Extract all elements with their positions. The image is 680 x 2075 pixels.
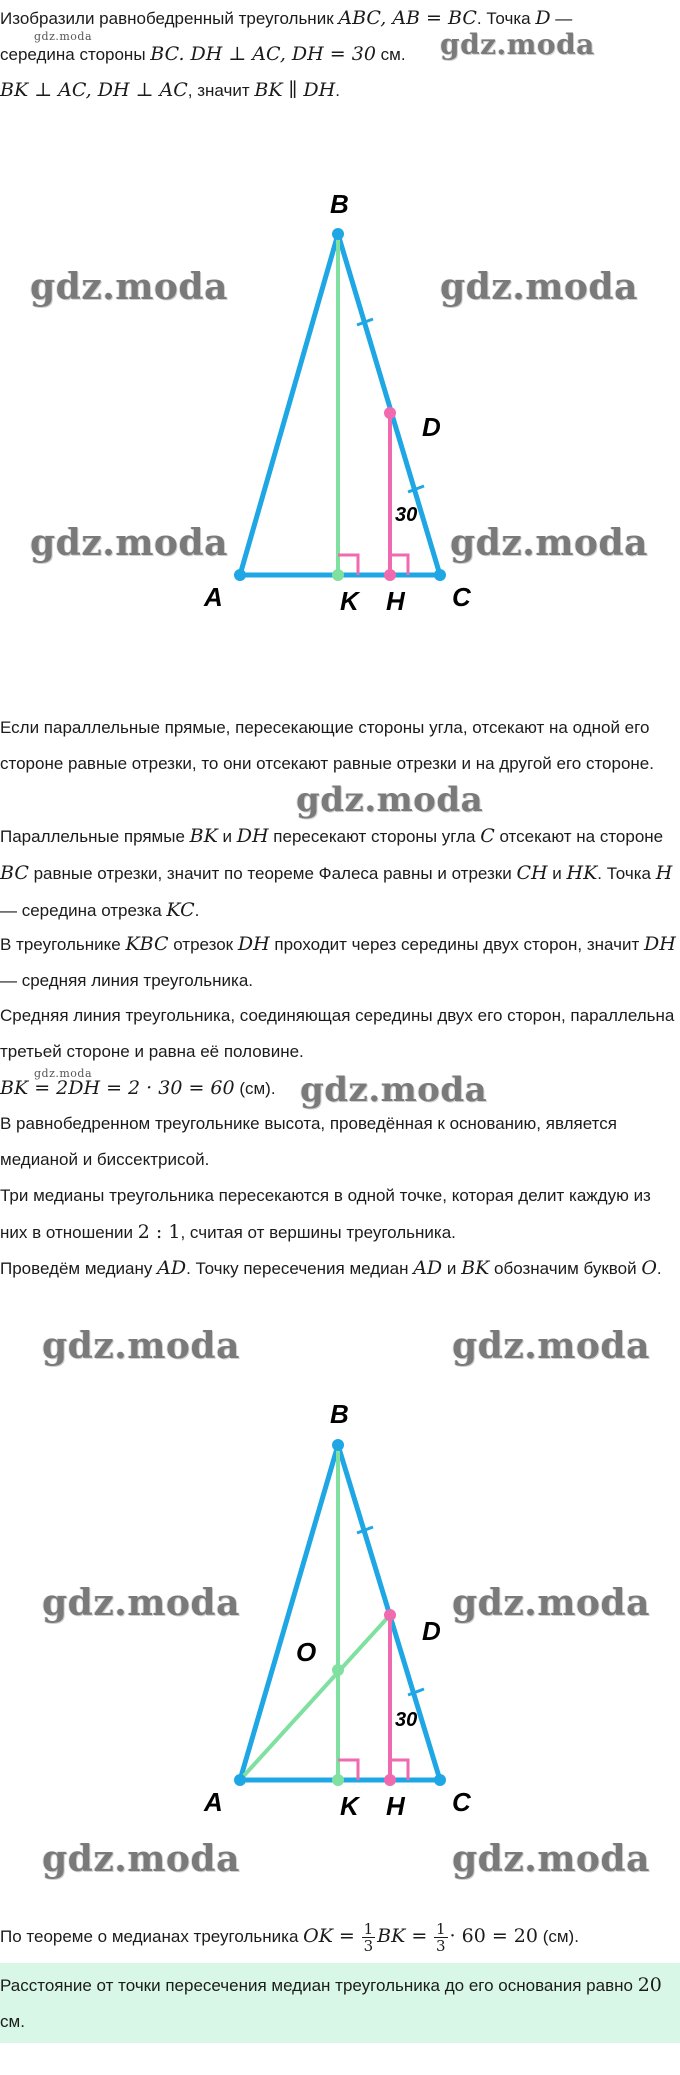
point-d: [384, 407, 396, 419]
math: BK ∥ DH: [254, 79, 336, 101]
watermark-small: gdz.moda: [34, 1067, 93, 1080]
math: KBC: [125, 933, 169, 955]
math: CH: [516, 862, 548, 884]
paragraph-isosceles-rule: В равнобедренном треугольнике высота, проведённая к основанию, является медианой и биссектрисой.: [0, 1114, 617, 1169]
text: Параллельные прямые: [0, 827, 190, 846]
text: , считая от вершины треугольника.: [180, 1223, 456, 1242]
text: . Точку пересечения медиан: [186, 1259, 414, 1278]
watermark: gdz.moda: [452, 1838, 650, 1880]
label-length: 30: [395, 504, 418, 526]
math: BC: [0, 862, 29, 884]
answer-box: [0, 1963, 680, 2043]
math: BK = 2DH = 2 · 30 = 60: [0, 1077, 235, 1099]
fraction-denominator: 3: [363, 1937, 374, 1956]
text: , значит: [187, 81, 255, 100]
point-a: [234, 569, 246, 581]
math: OK =: [303, 1925, 355, 1947]
text: отрезок: [168, 935, 238, 954]
math: O: [641, 1257, 657, 1279]
point-c: [434, 569, 446, 581]
text: середина стороны: [0, 45, 151, 64]
fraction-numerator: 1: [363, 1920, 374, 1939]
math: D: [535, 7, 551, 29]
text: — середина отрезка: [0, 901, 167, 920]
math: ABC, AB = BC: [338, 7, 477, 29]
text: .: [335, 81, 340, 100]
math: DH: [643, 933, 676, 955]
fraction-one-third: [362, 1921, 376, 1954]
point-h: [384, 1774, 396, 1786]
label-d: D: [422, 1616, 441, 1646]
math: BC. DH ⊥ AC, DH = 30: [150, 43, 376, 65]
text: отсекают на стороне: [494, 827, 664, 846]
text: Три медианы треугольника пересекаются в одной точке, которая делит каждую из них в отношении: [0, 1186, 651, 1242]
watermark: gdz.moda: [296, 780, 484, 820]
label-h: H: [386, 586, 405, 616]
watermark: gdz.moda: [30, 522, 228, 564]
label-b: B: [330, 189, 349, 219]
text: (см).: [234, 1079, 276, 1098]
point-k: [332, 569, 344, 581]
text: и: [442, 1259, 462, 1278]
text: Проведём медиану: [0, 1259, 158, 1278]
label-a: A: [204, 1787, 223, 1817]
watermark: gdz.moda: [30, 266, 228, 308]
text: и: [547, 864, 567, 883]
math: 2 : 1: [137, 1221, 181, 1243]
text: (см).: [537, 1927, 579, 1946]
triangle-figure-1: [0, 180, 680, 640]
fraction-one-third: [434, 1921, 448, 1954]
watermark: gdz.moda: [42, 1325, 240, 1367]
text: пересекают стороны угла: [268, 827, 481, 846]
math: BK =: [377, 1925, 428, 1947]
text: см.: [0, 2012, 25, 2031]
point-o: [332, 1664, 344, 1676]
label-k: K: [340, 586, 359, 616]
paragraph-median-rule: [0, 1178, 676, 1251]
label-o: O: [296, 1637, 317, 1667]
math: C: [480, 825, 495, 847]
text: Изобразили равнобедренный треугольник: [0, 9, 339, 28]
paragraph-thales-apply: [0, 818, 676, 929]
text: В треугольнике: [0, 935, 126, 954]
label-c: C: [452, 1787, 471, 1817]
math: AD: [413, 1257, 443, 1279]
watermark: gdz.moda: [42, 1582, 240, 1624]
fraction-numerator: 1: [436, 1920, 446, 1939]
label-h: H: [386, 1791, 405, 1821]
text: .: [194, 901, 200, 920]
intro-line-3: [0, 72, 676, 109]
text: . Точка: [476, 9, 536, 28]
text: и: [217, 827, 237, 846]
math: 20: [637, 1974, 662, 1996]
text: см.: [375, 45, 406, 64]
watermark: gdz.moda: [300, 1070, 488, 1110]
label-a: A: [204, 582, 223, 612]
watermark-small: gdz.moda: [34, 30, 93, 43]
label-c: C: [452, 582, 471, 612]
text: проходит через середины двух сторон, значит: [269, 935, 644, 954]
math: BK: [461, 1257, 490, 1279]
label-b: B: [330, 1399, 349, 1429]
math: DH: [236, 825, 269, 847]
paragraph-midline-rule: Средняя линия треугольника, соединяющая середины двух его сторон, параллельна третьей стороне и равна её половине.: [0, 1006, 675, 1061]
point-a: [234, 1774, 246, 1786]
math: KC: [166, 899, 195, 921]
math: HK: [566, 862, 598, 884]
text: .: [656, 1259, 662, 1278]
text: — средняя линия треугольника.: [0, 971, 253, 990]
fraction-denominator: 3: [436, 1937, 446, 1956]
point-c: [434, 1774, 446, 1786]
math: BK ⊥ AC, DH ⊥ AC: [0, 79, 188, 101]
label-k: K: [340, 1791, 359, 1821]
point-k: [332, 1774, 344, 1786]
answer-text: [0, 1967, 676, 2040]
paragraph-median-draw: [0, 1250, 676, 1287]
watermark: gdz.moda: [440, 28, 595, 61]
math: H: [655, 862, 673, 884]
math: DH: [237, 933, 270, 955]
point-h: [384, 569, 396, 581]
text: равные отрезки, значит по теореме Фалеса равны и отрезки: [28, 864, 517, 883]
label-length: 30: [395, 1709, 418, 1731]
paragraph-midline: [0, 926, 676, 999]
text: —: [550, 9, 573, 28]
math: BK: [189, 825, 218, 847]
paragraph-ok-calc: [0, 1918, 676, 1955]
watermark: gdz.moda: [450, 522, 648, 564]
text: . Точка: [597, 864, 656, 883]
point-b: [332, 1439, 344, 1451]
text: По теореме о медианах треугольника: [0, 1927, 304, 1946]
watermark: gdz.moda: [452, 1325, 650, 1367]
watermark: gdz.moda: [452, 1582, 650, 1624]
point-d: [384, 1609, 396, 1621]
watermark: gdz.moda: [440, 266, 638, 308]
paragraph-thales-rule: Если параллельные прямые, пересекающие стороны угла, отсекают на одной его стороне равные отрезки, то они отсекают равные отрезки и на другой его стороне.: [0, 718, 654, 773]
text: обозначим буквой: [489, 1259, 642, 1278]
point-b: [332, 228, 344, 240]
math: AD: [157, 1257, 187, 1279]
watermark: gdz.moda: [42, 1838, 240, 1880]
text: Расстояние от точки пересечения медиан треугольника до его основания равно: [0, 1976, 638, 1995]
label-d: D: [422, 412, 441, 442]
math: · 60 = 20: [449, 1925, 538, 1947]
